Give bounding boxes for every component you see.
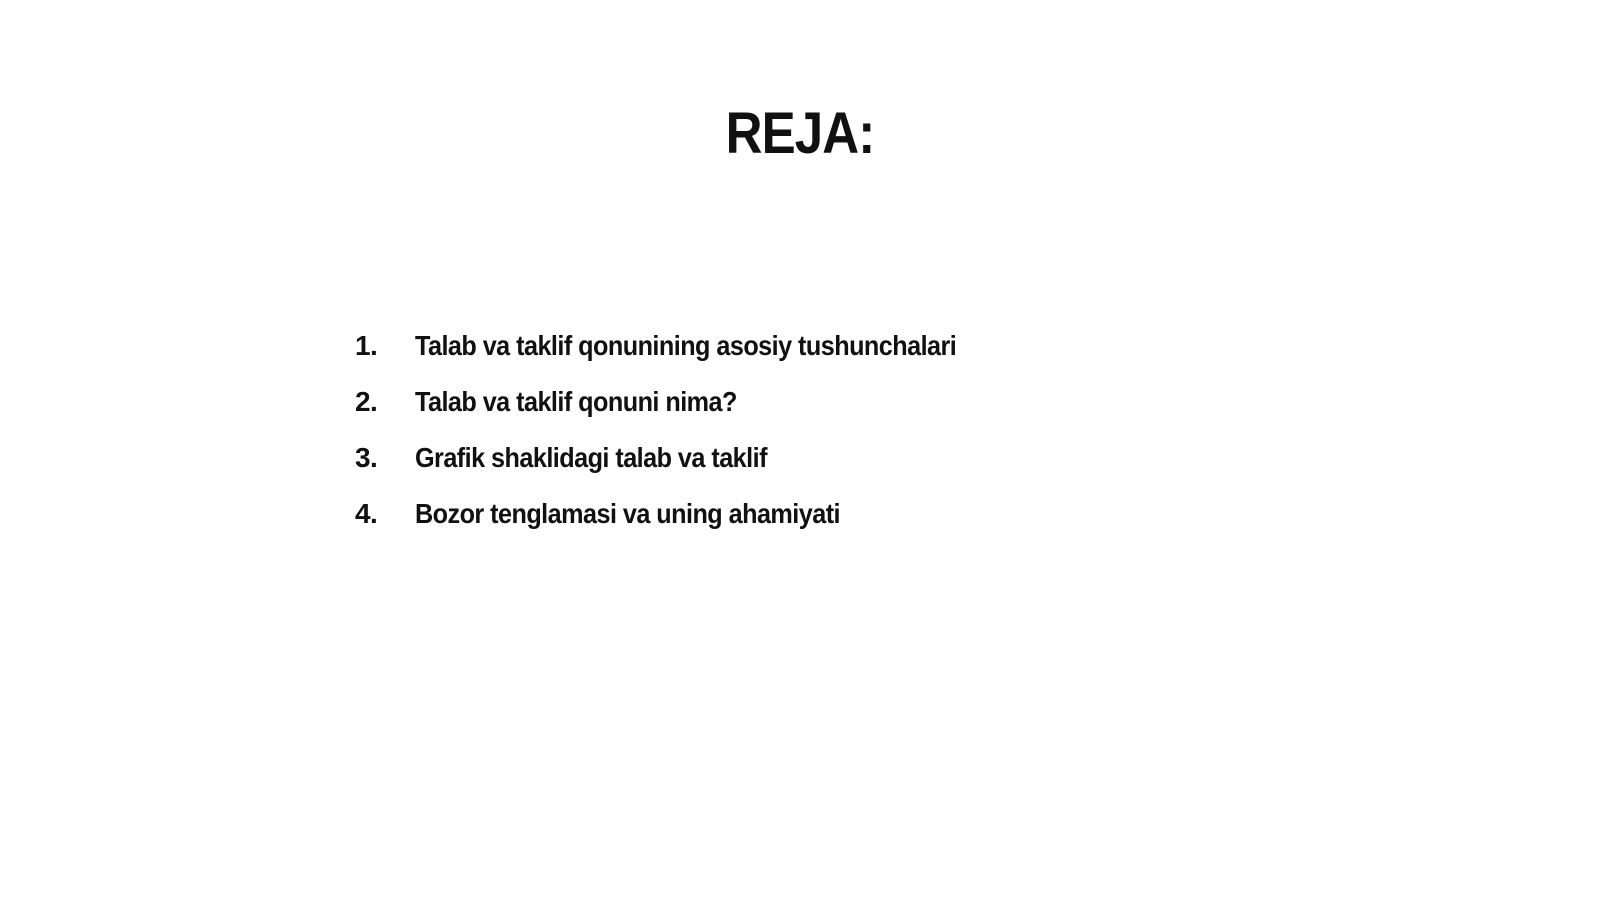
list-item — [355, 386, 1016, 442]
plan-list — [355, 330, 1016, 554]
item-number: 4. — [355, 498, 378, 529]
item-number: 3. — [355, 442, 378, 473]
item-number: 1. — [355, 330, 378, 361]
list-item — [355, 442, 1016, 498]
list-item — [355, 498, 1016, 554]
slide-title: REJA: — [725, 101, 875, 166]
item-text: Bozor tenglamasi va uning ahamiyati — [415, 498, 841, 529]
item-text: Grafik shaklidagi talab va taklif — [415, 442, 767, 473]
item-text: Talab va taklif qonunining asosiy tushunchalari — [415, 330, 957, 361]
item-number: 2. — [355, 386, 378, 417]
list-item — [355, 330, 1016, 386]
item-text: Talab va taklif qonuni nima? — [415, 386, 737, 417]
